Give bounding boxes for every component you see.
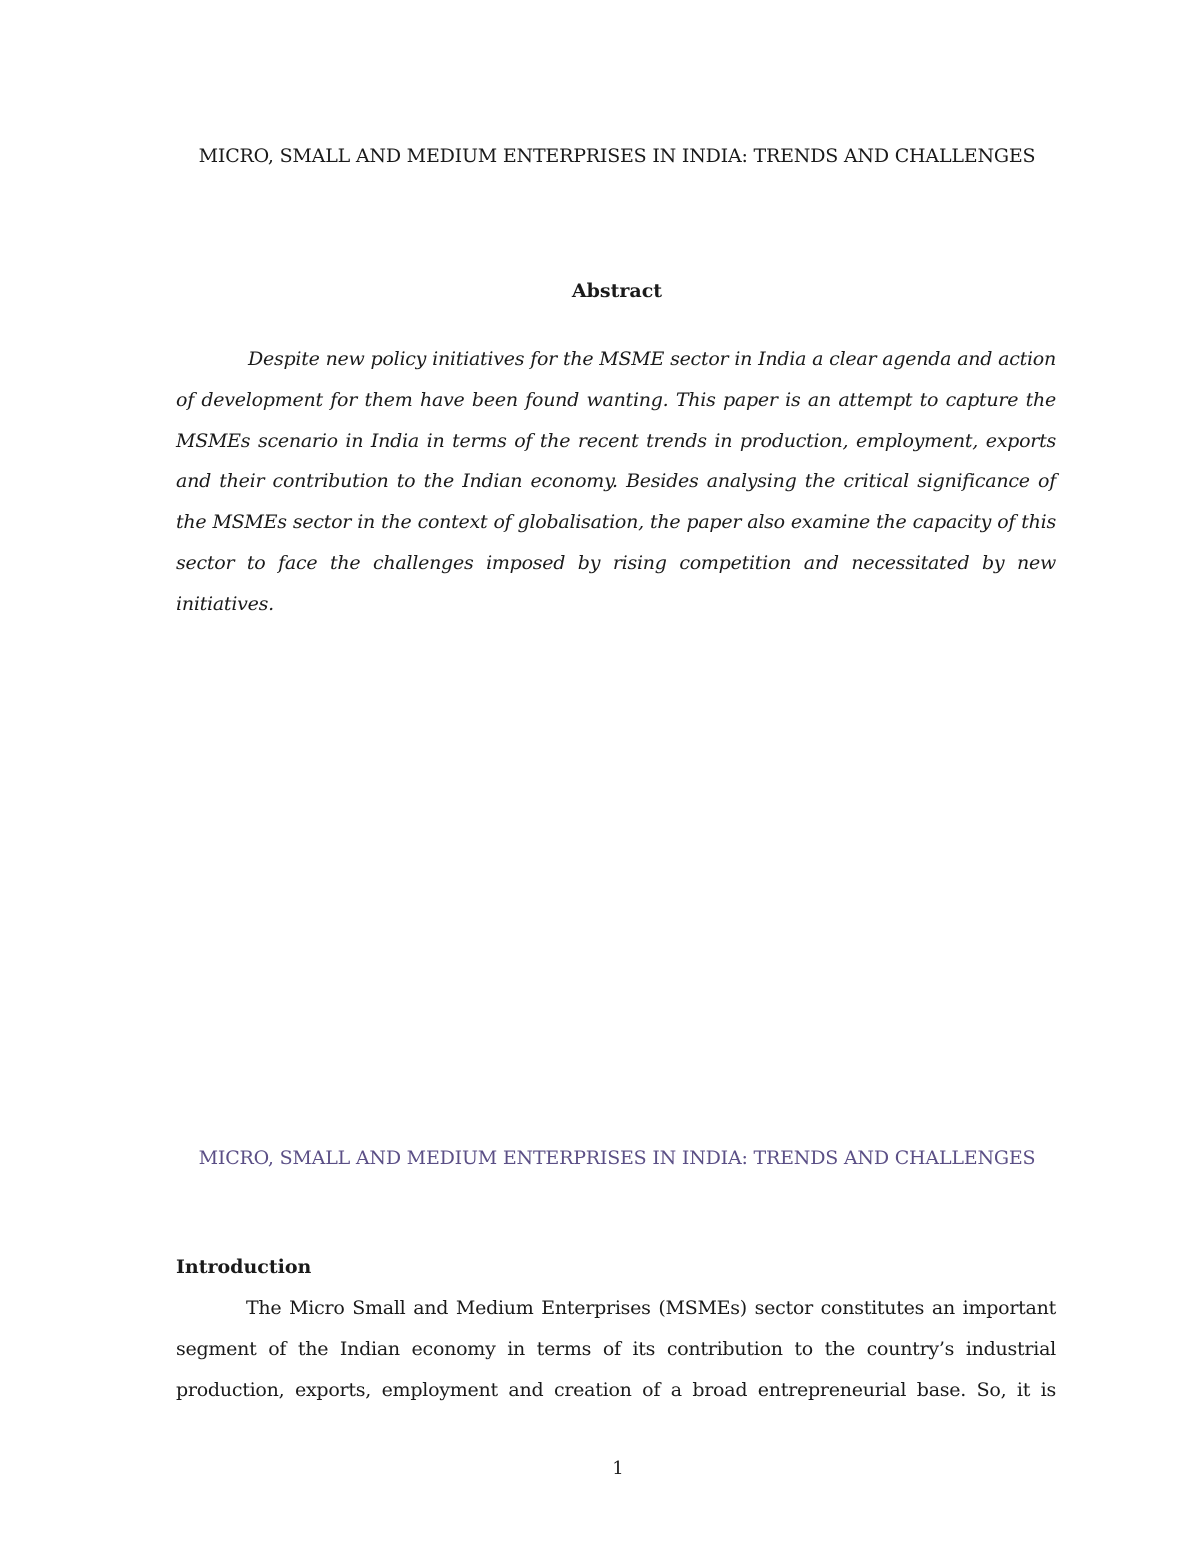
page-number: 1 (612, 1458, 624, 1479)
abstract-heading: Abstract (571, 280, 663, 302)
introduction-text: The Micro Small and Medium Enterprises (MSMEs) sector constitutes an important segment of the Indian economy in terms of its contribution to the country’s industrial production, exports, employment and creation of a broad entrepreneurial base. So, it is (176, 1297, 1056, 1401)
introduction-heading: Introduction (176, 1256, 312, 1278)
section-title: MICRO, SMALL AND MEDIUM ENTERPRISES IN INDIA: TRENDS AND CHALLENGES (198, 1147, 1036, 1169)
paper-title: MICRO, SMALL AND MEDIUM ENTERPRISES IN INDIA: TRENDS AND CHALLENGES (198, 145, 1036, 167)
abstract-text: Despite new policy initiatives for the MSME sector in India a clear agenda and action of development for them have been found wanting. This paper is an attempt to capture the MSMEs scenario in India in terms of the recent trends in production, employment, exports and their contribution to the Indian economy. Besides analysing the critical significance of the MSMEs sector in the context of globalisation, the paper also examine the capacity of this sector to face the challenges imposed by rising competition and necessitated by new initiatives. (176, 348, 1056, 615)
